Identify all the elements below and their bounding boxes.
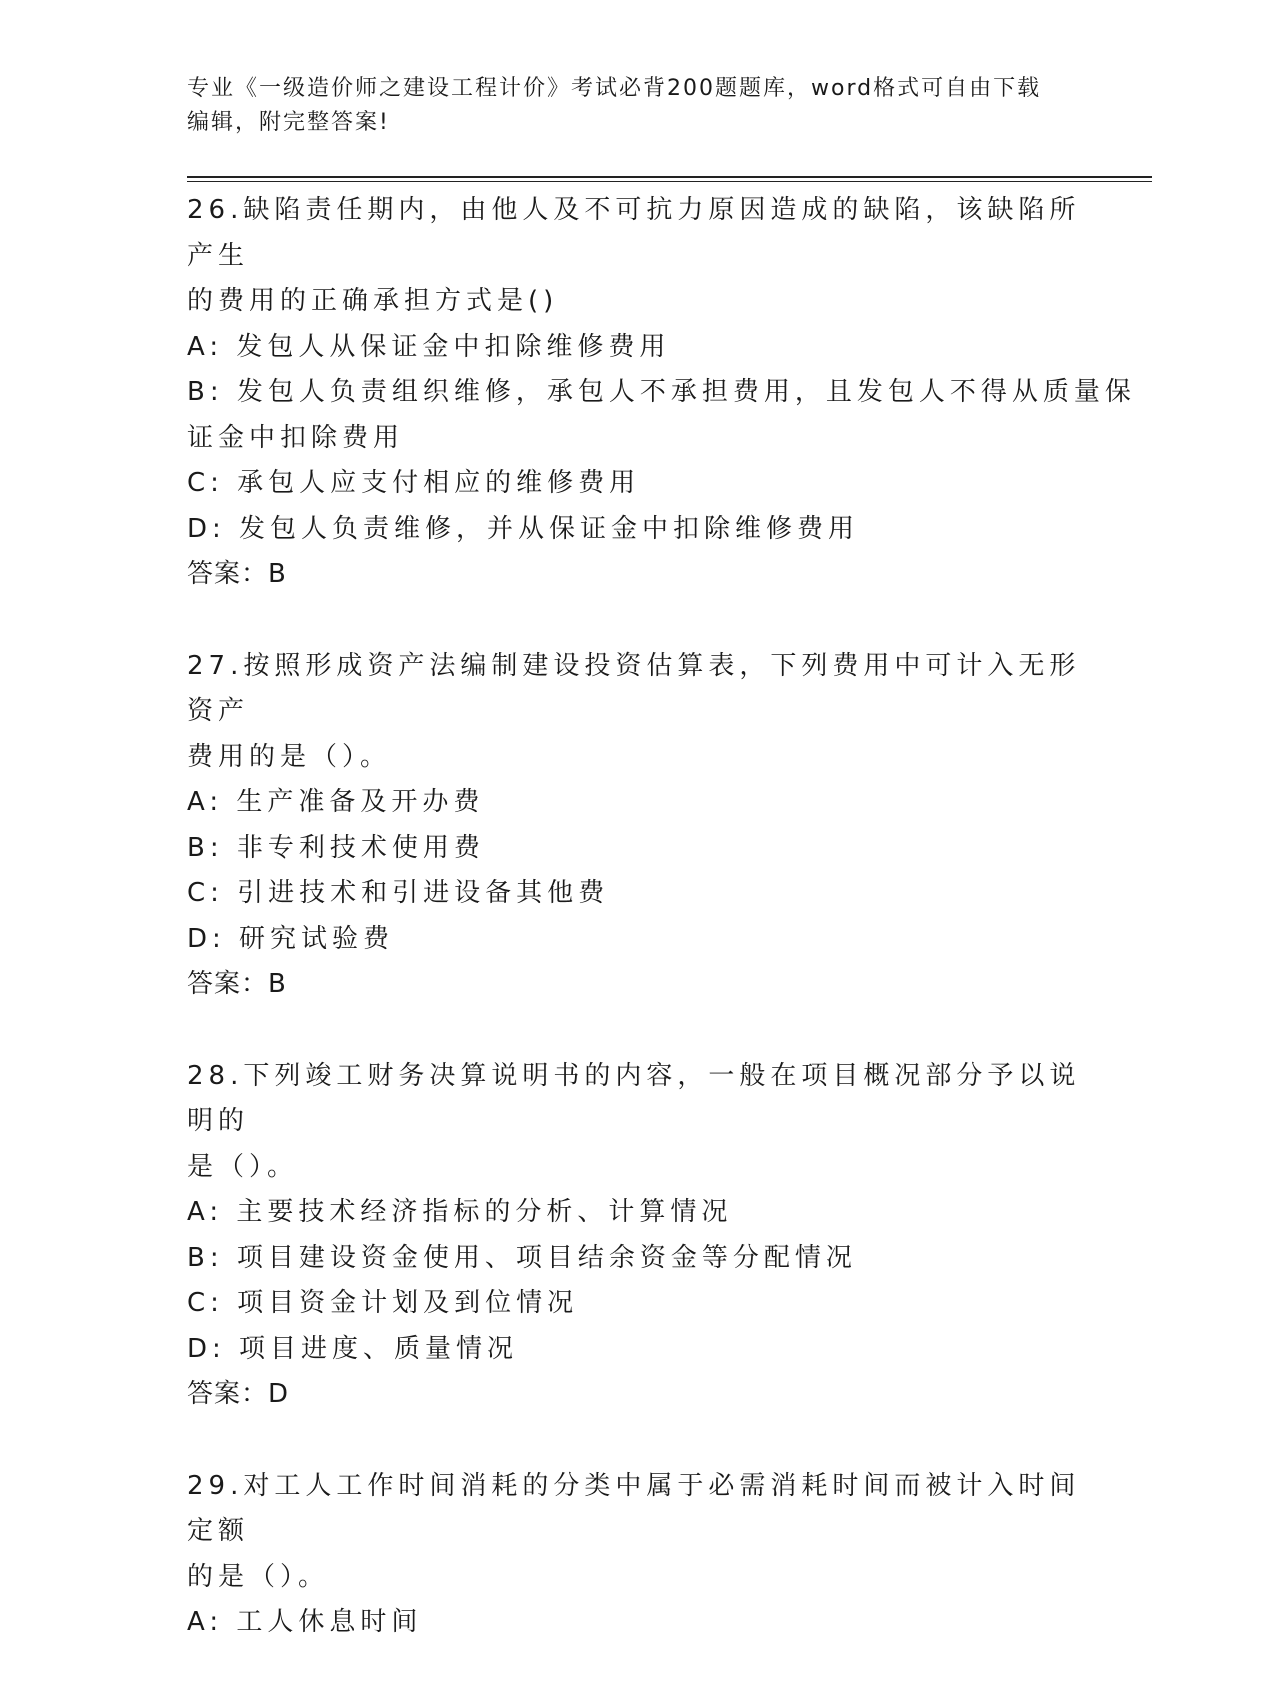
option-b: B: 发包人负责组织维修，承包人不承担费用，且发包人不得从质量保 <box>187 377 1136 407</box>
header-line-2: 编辑，附完整答案! <box>187 110 390 135</box>
header-divider-thick <box>187 176 1152 178</box>
question-stem <box>187 1464 1087 1601</box>
option-d: D: 研究试验费 <box>187 923 395 954</box>
stem-line: 的费用的正确承担方式是() <box>187 286 559 316</box>
option-c: C: 承包人应支付相应的维修费用 <box>187 468 641 498</box>
document-header <box>187 72 1067 140</box>
option-c: C: 引进技术和引进设备其他费 <box>187 878 610 908</box>
question-29 <box>187 1464 1087 1646</box>
option-a: A: 工人休息时间 <box>187 1607 423 1637</box>
question-28 <box>187 1054 1087 1418</box>
option-d: D: 项目进度、质量情况 <box>187 1333 519 1364</box>
option-c: C: 项目资金计划及到位情况 <box>187 1288 579 1318</box>
question-stem <box>187 644 1087 781</box>
option-b-continued: 证金中扣除费用 <box>187 422 405 453</box>
option-a: A: 主要技术经济指标的分析、计算情况 <box>187 1197 733 1227</box>
option-a: A: 发包人从保证金中扣除维修费用 <box>187 331 671 362</box>
question-26 <box>187 188 1136 598</box>
stem-line: 27.按照形成资产法编制建设投资估算表，下列费用中可计入无形资产 <box>187 650 1081 726</box>
stem-line: 29.对工人工作时间消耗的分类中属于必需消耗时间而被计入时间定额 <box>187 1470 1081 1546</box>
stem-line: 费用的是（）。 <box>187 741 392 772</box>
stem-line: 26.缺陷责任期内，由他人及不可抗力原因造成的缺陷，该缺陷所产生 <box>187 195 1081 271</box>
option-b: B: 项目建设资金使用、项目结余资金等分配情况 <box>187 1242 857 1273</box>
answer-label: 答案：B <box>187 969 287 999</box>
option-d: D: 发包人负责维修，并从保证金中扣除维修费用 <box>187 513 860 544</box>
option-a: A: 生产准备及开办费 <box>187 787 485 817</box>
question-stem <box>187 188 1087 325</box>
option-b: B: 非专利技术使用费 <box>187 832 485 863</box>
question-list <box>187 188 1136 1692</box>
question-stem <box>187 1054 1087 1191</box>
stem-line: 28.下列竣工财务决算说明书的内容，一般在项目概况部分予以说明的 <box>187 1060 1081 1136</box>
header-divider-thin <box>187 181 1152 182</box>
answer-label: 答案：D <box>187 1379 290 1409</box>
stem-line: 的是（）。 <box>187 1561 330 1592</box>
stem-line: 是（）。 <box>187 1151 299 1182</box>
answer-label: 答案：B <box>187 559 287 589</box>
header-line-1: 专业《一级造价师之建设工程计价》考试必背200题题库，word格式可自由下载 <box>187 76 1042 101</box>
question-27 <box>187 644 1087 1008</box>
